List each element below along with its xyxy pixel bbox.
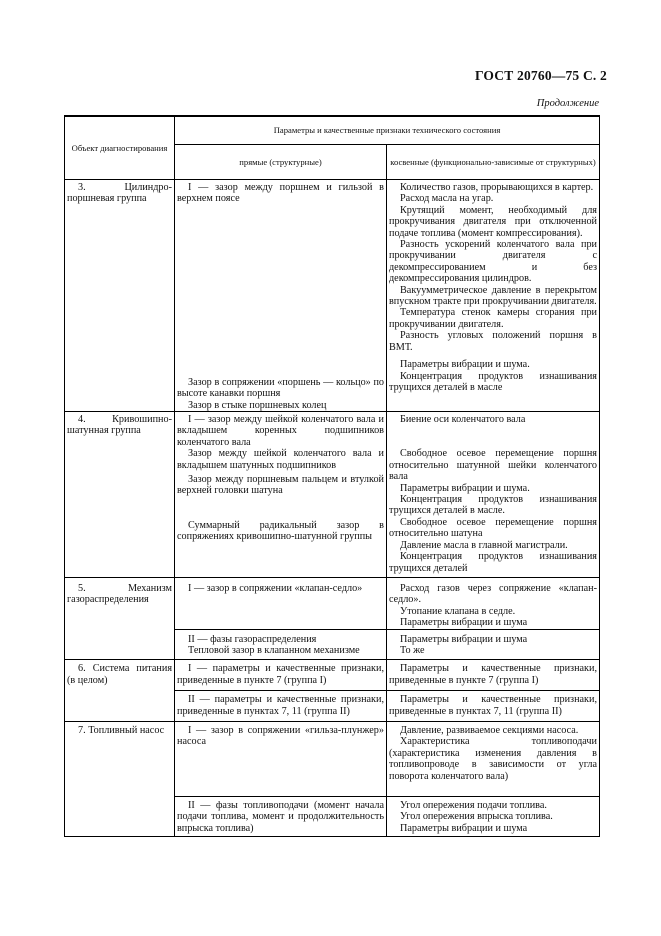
indirect-param: Концентрация продуктов изнашивания трущихся деталей в масле. bbox=[389, 494, 597, 517]
table-row bbox=[65, 660, 600, 691]
direct-param: II — фазы газораспределения bbox=[188, 633, 317, 645]
indirect-param: Количество газов, прорывающихся в картер. bbox=[400, 182, 594, 193]
direct-param: Зазор между поршневым пальцем и втулкой верхней головки шатуна bbox=[177, 474, 384, 497]
continuation-label: Продолжение bbox=[536, 98, 599, 109]
direct-param: Зазор между шейкой коленчатого вала и вкладышем шатунных подшипников bbox=[177, 448, 384, 471]
indirect-param: Температура стенок камеры сгорания при прокручивании двигателя. bbox=[389, 307, 597, 330]
direct-param: II — параметры и качественные признаки, приведенные в пунктах 7, 11 (группа II) bbox=[177, 694, 384, 717]
direct-param: I — зазор между поршнем и гильзой в верхнем поясе bbox=[177, 182, 384, 205]
indirect-param: Характеристика топливоподачи (характеристика изменения давления в топливопроводе в зависимости от угла поворота коленчатого вала) bbox=[389, 736, 597, 782]
indirect-param: Концентрация продуктов изнашивания трущихся деталей в масле bbox=[389, 370, 597, 393]
indirect-param: Расход масла на угар. bbox=[400, 193, 494, 205]
direct-param: Зазор в стыке поршневых колец bbox=[188, 399, 327, 411]
indirect-param: Параметры вибрации и шума. bbox=[400, 359, 530, 371]
header-indirect: косвенные (функционально-зависимые от структурных) bbox=[387, 145, 600, 180]
indirect-param: Параметры вибрации и шума. bbox=[400, 482, 530, 494]
direct-param: I — зазор в сопряжении «клапан-седло» bbox=[188, 582, 363, 594]
direct-param: I — зазор в сопряжении «гильза-плунжер» насоса bbox=[177, 724, 384, 748]
indirect-param: Разность ускорений коленчатого вала при прокручивании двигателя с декомпрессированием и без декомпрессирования цилиндров. bbox=[389, 239, 597, 285]
indirect-param: Свободное осевое перемещение поршня относительно шатуна bbox=[389, 516, 597, 540]
table-row bbox=[65, 577, 600, 629]
row-object: 4. Кривошипно-шатунная группа bbox=[67, 414, 172, 437]
indirect-param: Параметры вибрации и шума bbox=[400, 822, 528, 834]
indirect-param: Угол опережения подачи топлива. bbox=[400, 800, 547, 811]
row-object: 3. Цилиндро-поршневая группа bbox=[67, 182, 172, 205]
header-object: Объект диагностирования bbox=[65, 116, 175, 180]
indirect-param: Параметры и качественные признаки, приведенные в пункте 7 (группа I) bbox=[389, 663, 597, 686]
table-row bbox=[65, 180, 600, 412]
table-row bbox=[65, 721, 600, 796]
indirect-param: Давление, развиваемое секциями насоса. bbox=[400, 724, 579, 736]
row-object: 5. Механизм газораспределения bbox=[67, 582, 172, 606]
page-header: ГОСТ 20760—75 С. 2 bbox=[474, 68, 607, 83]
indirect-param: Концентрация продуктов изнашивания трущихся деталей bbox=[389, 551, 597, 574]
indirect-param: Параметры и качественные признаки, приведенные в пунктах 7, 11 (группа II) bbox=[389, 694, 597, 717]
indirect-param: Расход газов через сопряжение «клапан-седло». bbox=[389, 582, 597, 606]
indirect-param: Угол опережения впрыска топлива. bbox=[400, 811, 553, 823]
direct-param: Тепловой зазор в клапанном механизме bbox=[188, 644, 360, 656]
indirect-param: Крутящий момент, необходимый для прокручивания двигателя при отключенной подаче топлива (момент компрессирования). bbox=[389, 204, 597, 239]
header-direct: прямые (структурные) bbox=[175, 145, 387, 180]
direct-param: Зазор в сопряжении «поршень — кольцо» по высоте канавки поршня bbox=[177, 376, 384, 400]
indirect-param: Разность угловых положений поршня в ВМТ. bbox=[389, 330, 597, 353]
indirect-param: Свободное осевое перемещение поршня относительно шатунной шейки коленчатого вала bbox=[389, 448, 597, 483]
indirect-param: Утопание клапана в седле. bbox=[400, 605, 516, 617]
direct-param: I — параметры и качественные признаки, приведенные в пункте 7 (группа I) bbox=[177, 663, 384, 686]
row-object: 7. Топливный насос bbox=[78, 724, 165, 736]
table-row bbox=[65, 412, 600, 578]
direct-param: Суммарный радикальный зазор в сопряжениях кривошипно-шатунной группы bbox=[177, 519, 384, 543]
indirect-param: Параметры вибрации и шума bbox=[400, 633, 528, 645]
row-object: 6. Система питания (в целом) bbox=[67, 663, 172, 686]
diagnostics-table bbox=[64, 115, 600, 837]
indirect-param: Биение оси коленчатого вала bbox=[400, 414, 526, 426]
direct-param: I — зазор между шейкой коленчатого вала и вкладышем коренных подшипников коленчатого вала bbox=[177, 414, 384, 448]
indirect-param: То же bbox=[400, 644, 425, 656]
direct-param: II — фазы топливоподачи (момент начала подачи топлива, момент и продолжительность впрыска топлива) bbox=[177, 800, 384, 834]
indirect-param: Вакуумметрическое давление в перекрытом впускном тракте при прокручивании двигателя. bbox=[389, 284, 597, 308]
indirect-param: Давление масла в главной магистрали. bbox=[400, 539, 568, 551]
header-params: Параметры и качественные признаки технического состояния bbox=[175, 116, 600, 145]
indirect-param: Параметры вибрации и шума bbox=[400, 617, 528, 629]
